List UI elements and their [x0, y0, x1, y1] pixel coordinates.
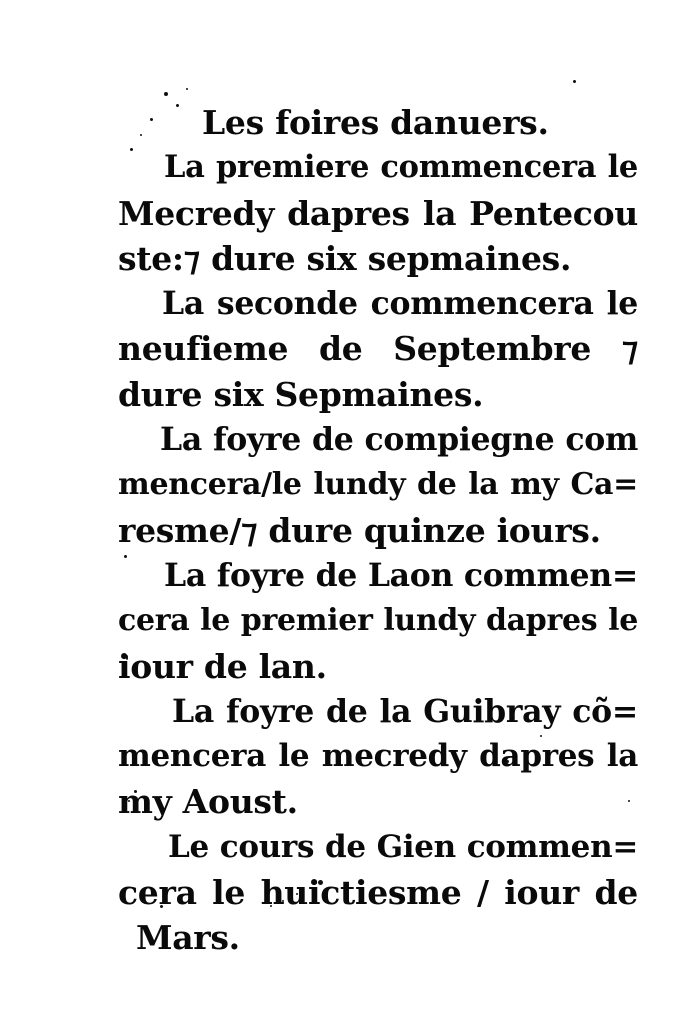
text-line-7: dure six Sepmaines.: [118, 374, 484, 414]
text-line-19: Mars.: [136, 918, 240, 958]
text-line-1: Les foires danuers.: [202, 103, 549, 142]
text-line-15: mencera le mecredy dapres la: [118, 738, 638, 775]
text-line-2: La premiere commencera le: [164, 149, 638, 186]
text-line-9: mencera/le lundy de la my Ca=: [118, 467, 638, 503]
text-line-3: Mecredy dapres la Pentecou: [118, 193, 638, 233]
text-line-18: cera le huictiesme / iour de: [118, 873, 638, 913]
text-line-10: resme/⁊ dure quinze iours.: [118, 510, 601, 550]
text-line-14: La foyre de la Guibray cõ=: [172, 692, 638, 730]
ink-speck: [573, 80, 576, 83]
text-line-8: La foyre de compiegne com: [160, 421, 638, 459]
ink-speck: [186, 88, 188, 90]
text-line-17: Le cours de Gien commen=: [168, 828, 638, 865]
text-line-12: cera le premier lundy dapres le: [118, 603, 638, 639]
text-line-13: iour de lan.: [118, 646, 327, 686]
text-line-11: La foyre de Laon commen=: [164, 556, 638, 594]
text-line-5: La seconde commencera le: [162, 285, 638, 323]
ink-speck: [164, 92, 168, 96]
text-line-4: ste:⁊ dure six sepmaines.: [118, 238, 572, 278]
text-line-16: my Aoust.: [118, 782, 298, 822]
text-line-6: neufieme de Septembre ⁊: [118, 329, 638, 369]
text-block: [118, 100, 638, 961]
